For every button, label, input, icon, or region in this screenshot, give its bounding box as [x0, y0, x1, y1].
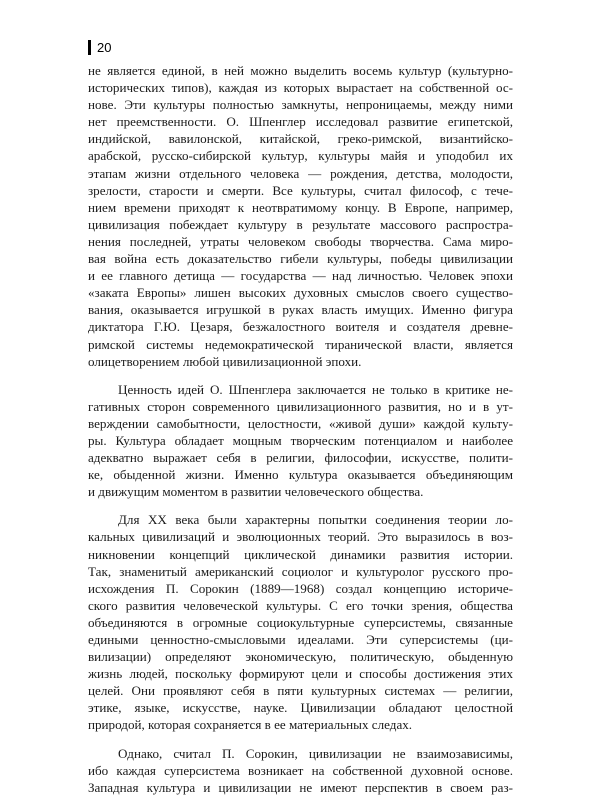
text-line: не является единой, в ней можно выделить восемь культур (культурно- [88, 63, 513, 78]
text-line: зрелости, старости и смерти. Все культуры, считал философ, с тече- [88, 182, 513, 198]
text-line: и ее главного детища — государства — над личностью. Человек эпохи [88, 268, 513, 284]
text-line: нием времени приходят к неотвратимому концу. В Европе, например, [88, 199, 513, 215]
text-line: олицетворением любой цивилизационной эпохи. [88, 353, 362, 369]
text-line: кальных цивилизаций и эволюционных теорий. Это выразилось в воз- [88, 529, 513, 545]
text-line: вилизации) определяют экономическую, политическую, обыденную [88, 649, 513, 665]
text-line: Западная культура и цивилизации не имеют перспектив в своем раз- [88, 779, 513, 795]
paragraph [88, 381, 513, 501]
text-line: гативных сторон современного цивилизационного развития, но и в ут- [88, 398, 513, 414]
text-line: Так, знаменитый американский социолог и культуролог русского про- [88, 563, 513, 579]
text-line: ке, обыденной жизни. Именно культура оказывается объединяющим [88, 467, 513, 483]
text-line: диктатора Г.Ю. Цезаря, безжалостного воителя и создателя древне- [88, 319, 513, 335]
text-line: вая война есть доказательство гибели культуры, победы цивилизации [88, 251, 513, 267]
text-line: арабской, русско-сибирской культур, культуры майя и уподобил их [88, 148, 513, 164]
text-line: жизнь людей, поскольку формируют цели и способы достижения этих [88, 666, 513, 682]
text-line: ры. Культура обладает мощным творческим потенциалом и наиболее [88, 432, 513, 448]
text-line: Однако, считал П. Сорокин, цивилизации не взаимозависимы, [118, 745, 513, 761]
text-line: этике, языке, искусстве, науке. Цивилизации обладают целостной [88, 700, 513, 716]
text-line: римской системы недемократической тиранической власти, является [88, 336, 513, 352]
page-number: 20 [97, 40, 112, 55]
paragraph-gap [88, 500, 513, 511]
header-marker-bar [88, 40, 91, 55]
text-line: Ценность идей О. Шпенглера заключается не только в критике не- [118, 381, 513, 397]
text-line: едиными ценностно-смысловыми идеалами. Эти суперсистемы (ци- [88, 632, 513, 647]
paragraph-gap [88, 370, 513, 381]
text-line: нет преемственности. О. Шпенглер исследовал развитие египетской, [88, 114, 513, 130]
text-line: объединяются в огромные социокультурные суперсистемы, связанные [88, 614, 513, 630]
text-line: вания, оказывается игрушкой в руках власть имущих. Именно фигура [88, 302, 513, 318]
text-line: ибо каждая суперсистема возникает на собственной духовной основе. [88, 762, 513, 778]
text-line: никновении концепций циклической динамики развития истории. [88, 546, 513, 562]
body-text [88, 62, 513, 796]
text-line: ского развития человеческой культуры. С его точки зрения, общества [88, 597, 513, 613]
paragraph [88, 511, 513, 733]
text-line: и движущим моментом в развитии человеческого общества. [88, 484, 424, 500]
text-line: «заката Европы» лишен высоких духовных смыслов своего существо- [88, 285, 513, 301]
text-line: нове. Эти культуры полностью замкнуты, непроницаемы, между ними [88, 97, 513, 113]
text-line: исторических типов), каждая из которых вырастает на собственной ос- [88, 80, 513, 96]
text-line: индийской, вавилонской, китайской, греко-римской, византийско- [88, 131, 513, 147]
text-line: цивилизация побеждает культуру в результате массового распростра- [88, 216, 513, 232]
text-line: верждении самобытности, целостности, «живой души» каждой культу- [88, 415, 513, 431]
paragraph-gap [88, 734, 513, 745]
paragraph [88, 745, 513, 796]
page-header [88, 40, 111, 55]
text-line: целей. Они проявляют себя в пяти культурных системах — религии, [88, 683, 513, 699]
text-line: нения последней, утраты человеком свободы творчества. Сама миро- [88, 233, 513, 249]
text-line: исхождения П. Сорокин (1889—1968) создал концепцию историче- [88, 580, 513, 596]
text-line: адекватно выражает себя в религии, философии, искусстве, полити- [88, 450, 513, 466]
text-line: Для XX века были характерны попытки соединения теории ло- [118, 512, 513, 528]
text-line: природой, которая сохраняется в ее материальных следах. [88, 717, 413, 733]
paragraph [88, 62, 513, 370]
text-line: этапам жизни отдельного человека — рождения, детства, молодости, [88, 165, 513, 181]
